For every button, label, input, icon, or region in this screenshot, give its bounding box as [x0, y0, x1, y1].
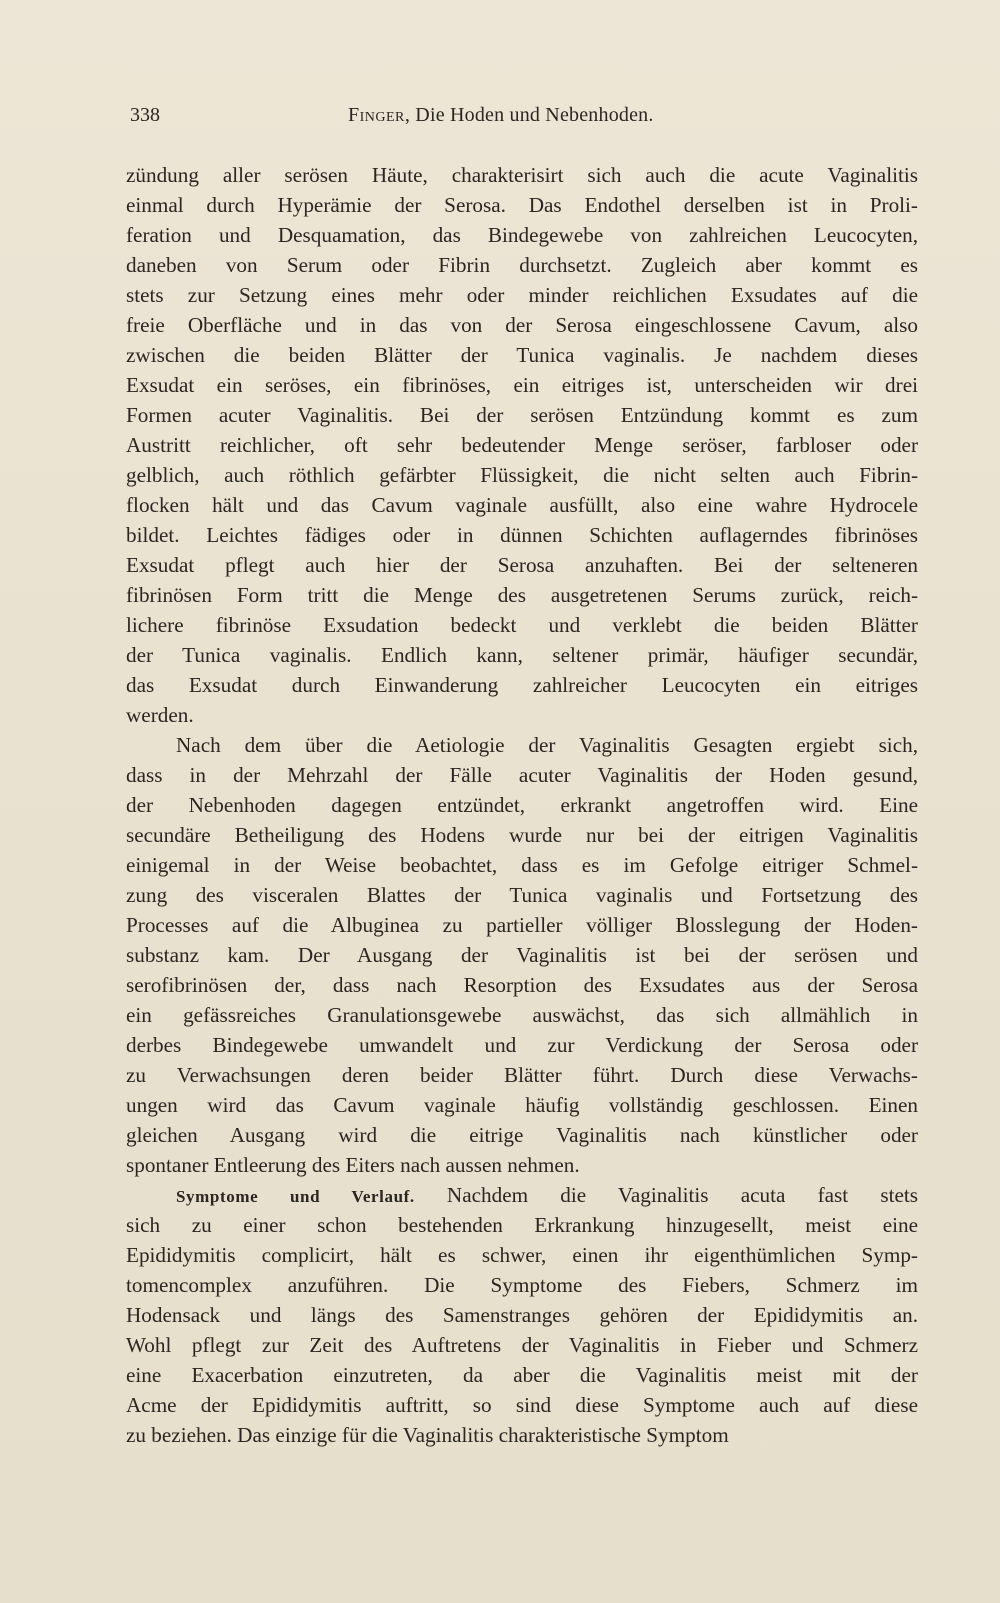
- text-line: der Tunica vaginalis. Endlich kann, seltener primär, häufiger secundär,: [126, 643, 918, 667]
- text-line: lichere fibrinöse Exsudation bedeckt und verklebt die beiden Blätter: [126, 613, 918, 637]
- text-line: Acme der Epididymitis auftritt, so sind diese Symptome auch auf diese: [126, 1393, 918, 1417]
- text-line: Exsudat ein seröses, ein fibrinöses, ein eitriges ist, unterscheiden wir drei: [126, 373, 918, 397]
- text-line: der Nebenhoden dagegen entzündet, erkrankt angetroffen wird. Eine: [126, 793, 918, 817]
- paragraph-symptoms: [126, 1180, 918, 1450]
- text-line: ein gefässreiches Granulationsgewebe auswächst, das sich allmählich in: [126, 1003, 918, 1027]
- text-line: fibrinösen Form tritt die Menge des ausgetretenen Serums zurück, reich-: [126, 583, 918, 607]
- text-line: secundäre Betheiligung des Hodens wurde nur bei der eitrigen Vaginalitis: [126, 823, 918, 847]
- text-line: Epididymitis complicirt, hält es schwer, einen ihr eigenthümlichen Symp-: [126, 1243, 918, 1267]
- text-line: stets zur Setzung eines mehr oder minder reichlichen Exsudates auf die: [126, 283, 918, 307]
- text-line: freie Oberfläche und in das von der Serosa eingeschlossene Cavum, also: [126, 313, 918, 337]
- section-subheading: Symptome und Verlauf.: [176, 1187, 415, 1206]
- text-line: zu Verwachsungen deren beider Blätter führt. Durch diese Verwachs-: [126, 1063, 918, 1087]
- text-line: Exsudat pflegt auch hier der Serosa anzuhaften. Bei der selteneren: [126, 553, 918, 577]
- text-line: ungen wird das Cavum vaginale häufig vollständig geschlossen. Einen: [126, 1093, 918, 1117]
- text-line: Austritt reichlicher, oft sehr bedeutender Menge seröser, farbloser oder: [126, 433, 918, 457]
- text-line: zündung aller serösen Häute, charakterisirt sich auch die acute Vaginalitis: [126, 163, 918, 187]
- paragraph-vaginalitis-forms: [126, 160, 918, 730]
- running-head: [348, 104, 654, 127]
- page-number: 338: [130, 104, 160, 126]
- text-line: gelblich, auch röthlich gefärbter Flüssigkeit, die nicht selten auch Fibrin-: [126, 463, 918, 487]
- text-line: einmal durch Hyperämie der Serosa. Das Endothel derselben ist in Proli-: [126, 193, 918, 217]
- text-line: spontaner Entleerung des Eiters nach aussen nehmen.: [126, 1153, 580, 1177]
- text-line: werden.: [126, 703, 194, 727]
- running-head-title: , Die Hoden und Nebenhoden.: [404, 104, 654, 126]
- text-line: Formen acuter Vaginalitis. Bei der serösen Entzündung kommt es zum: [126, 403, 918, 427]
- text-line: [126, 1180, 918, 1210]
- text-line: einigemal in der Weise beobachtet, dass es im Gefolge eitriger Schmel-: [126, 853, 918, 877]
- text-line: Nach dem über die Aetiologie der Vaginalitis Gesagten ergiebt sich,: [176, 733, 918, 757]
- text-line: gleichen Ausgang wird die eitrige Vaginalitis nach künstlicher oder: [126, 1123, 918, 1147]
- text-line: bildet. Leichtes fädiges oder in dünnen Schichten auflagerndes fibrinöses: [126, 523, 918, 547]
- page-header: [130, 104, 920, 134]
- text-line: feration und Desquamation, das Bindegewebe von zahlreichen Leucocyten,: [126, 223, 918, 247]
- text-line: derbes Bindegewebe umwandelt und zur Verdickung der Serosa oder: [126, 1033, 918, 1057]
- text-line: substanz kam. Der Ausgang der Vaginalitis ist bei der serösen und: [126, 943, 918, 967]
- text-line: zwischen die beiden Blätter der Tunica vaginalis. Je nachdem dieses: [126, 343, 918, 367]
- text-line: tomencomplex anzuführen. Die Symptome des Fiebers, Schmerz im: [126, 1273, 918, 1297]
- text-line: Hodensack und längs des Samenstranges gehören der Epididymitis an.: [126, 1303, 918, 1327]
- text-line: Wohl pflegt zur Zeit des Auftretens der Vaginalitis in Fieber und Schmerz: [126, 1333, 918, 1357]
- paragraph-outcome: [126, 730, 918, 1180]
- text-line: eine Exacerbation einzutreten, da aber die Vaginalitis meist mit der: [126, 1363, 918, 1387]
- text-line: das Exsudat durch Einwanderung zahlreicher Leucocyten ein eitriges: [126, 673, 918, 697]
- text-line: flocken hält und das Cavum vaginale ausfüllt, also eine wahre Hydrocele: [126, 493, 918, 517]
- running-head-author: Finger: [348, 104, 405, 126]
- body-text: [126, 160, 918, 1450]
- text-line: serofibrinösen der, dass nach Resorption des Exsudates aus der Serosa: [126, 973, 918, 997]
- text-line: sich zu einer schon bestehenden Erkrankung hinzugesellt, meist eine: [126, 1213, 918, 1237]
- text-line: zu beziehen. Das einzige für die Vaginalitis charakteristische Symptom: [126, 1423, 729, 1447]
- text-run: Nachdem die Vaginalitis acuta fast stets: [414, 1183, 918, 1207]
- text-line: Processes auf die Albuginea zu partieller völliger Blosslegung der Hoden-: [126, 913, 918, 937]
- text-line: dass in der Mehrzahl der Fälle acuter Vaginalitis der Hoden gesund,: [126, 763, 918, 787]
- text-line: daneben von Serum oder Fibrin durchsetzt. Zugleich aber kommt es: [126, 253, 918, 277]
- text-line: zung des visceralen Blattes der Tunica vaginalis und Fortsetzung des: [126, 883, 918, 907]
